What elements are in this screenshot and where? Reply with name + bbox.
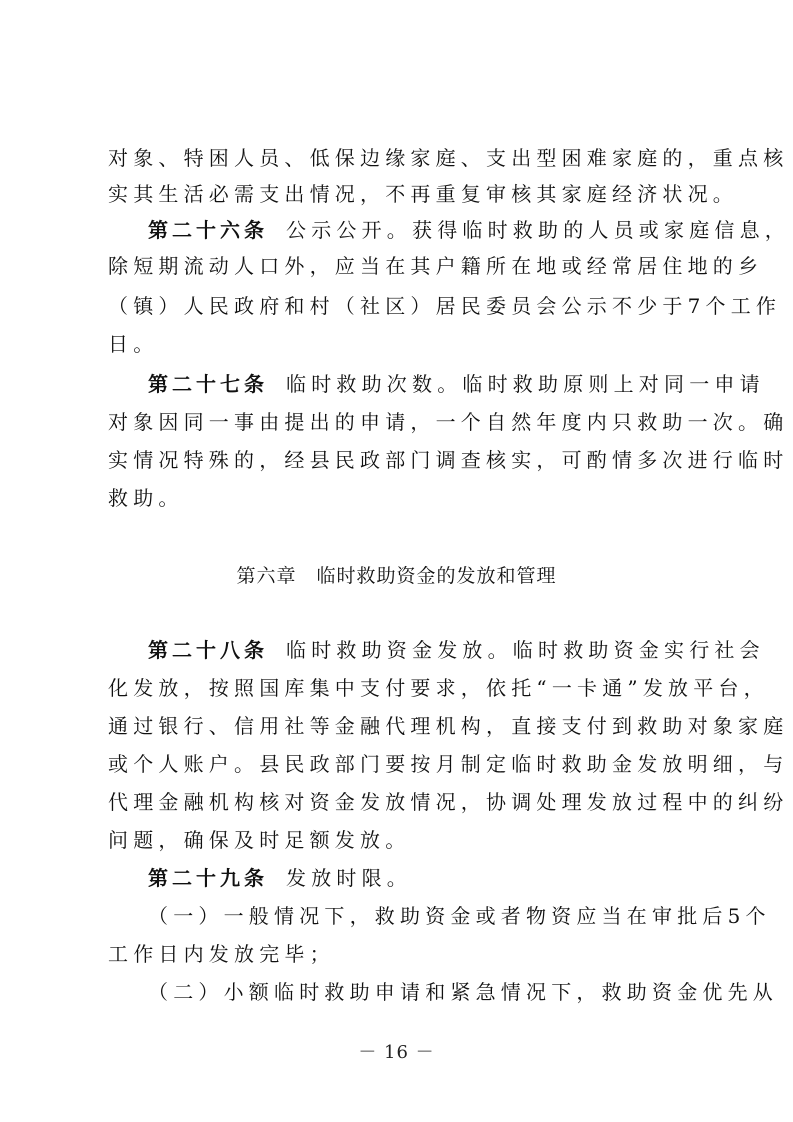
chapter-title: 第六章 临时救助资金的发放和管理 [236, 565, 557, 587]
article-text: 发放时限。 [286, 866, 412, 890]
body-line: 实情况特殊的，经县民政部门调查核实，可酌情多次进行临时 [108, 448, 789, 472]
page-number: － 16 － [358, 1042, 435, 1063]
article-text: 临时救助次数。临时救助原则上对同一申请 [286, 372, 765, 396]
body-line: 工作日内发放完毕； [108, 942, 335, 966]
body-line: 对象因同一事由提出的申请，一个自然年度内只救助一次。确 [108, 410, 789, 434]
article-27 [148, 366, 765, 402]
article-text: 公示公开。获得临时救助的人员或家庭信息， [286, 218, 790, 242]
body-line: 或个人账户。县民政部门要按月制定临时救助金发放明细，与 [108, 752, 789, 776]
body-line: 日。 [108, 332, 159, 356]
body-line: 除短期流动人口外，应当在其户籍所在地或经常居住地的乡 [108, 254, 764, 278]
article-26 [148, 212, 790, 248]
body-line: 化发放，按照国库集中支付要求，依托“一卡通”发放平台， [108, 676, 769, 700]
body-line: 对象、特困人员、低保边缘家庭、支出型困难家庭的，重点核 [108, 146, 789, 170]
article-text: 临时救助资金发放。临时救助资金实行社会 [286, 638, 765, 662]
body-line: 救助。 [108, 486, 184, 510]
body-line: （镇）人民政府和村（社区）居民委员会公示不少于7个工作 [108, 294, 782, 318]
body-line: 实其生活必需支出情况，不再重复审核其家庭经济状况。 [108, 182, 738, 206]
body-line: 通过银行、信用社等金融代理机构，直接支付到救助对象家庭 [108, 714, 789, 738]
body-line: 代理金融机构核对资金发放情况，协调处理发放过程中的纠纷 [108, 790, 789, 814]
body-line: （一）一般情况下，救助资金或者物资应当在审批后5个 [148, 904, 771, 928]
article-29 [148, 860, 698, 896]
article-label: 第二十八条 [148, 638, 268, 662]
body-line: （二）小额临时救助申请和紧急情况下，救助资金优先从 [148, 980, 778, 1004]
article-label: 第二十六条 [148, 218, 268, 242]
article-label: 第二十九条 [148, 866, 268, 890]
article-label: 第二十七条 [148, 372, 268, 396]
article-28 [148, 632, 765, 668]
body-line: 问题，确保及时足额发放。 [108, 828, 411, 852]
